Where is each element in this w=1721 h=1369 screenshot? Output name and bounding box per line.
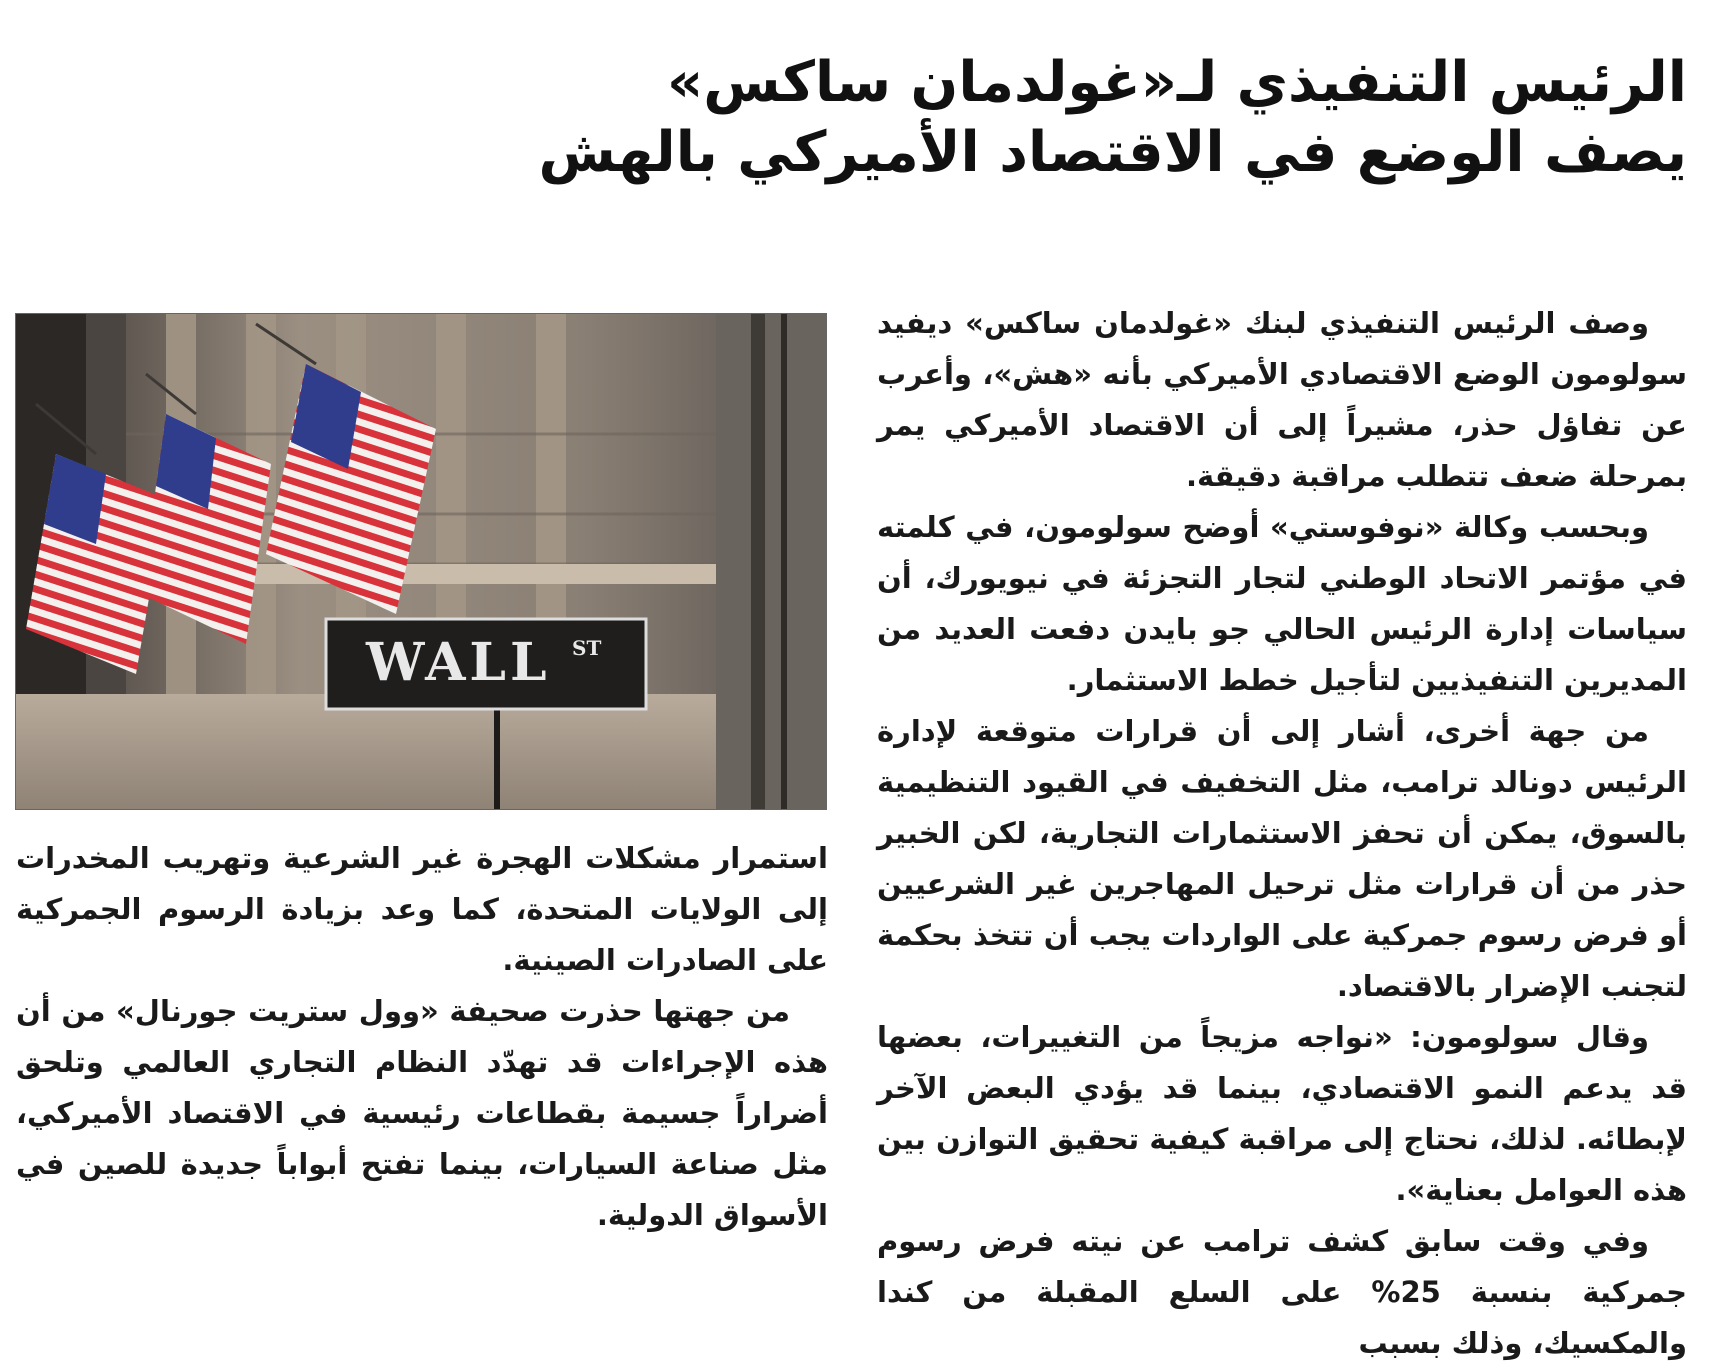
wall-street-scene — [16, 314, 826, 809]
paragraph: استمرار مشكلات الهجرة غير الشرعية وتهريب المخدرات إلى الولايات المتحدة، كما وعد بزيادة الرسوم الجمركية على الصادرات الصينية. — [16, 841, 828, 977]
wall-street-photo — [15, 313, 827, 810]
article-left-column — [16, 833, 828, 1232]
paragraph: من جهة أخرى، أشار إلى أن قرارات متوقعة لإدارة الرئيس دونالد ترامب، مثل التخفيف في القيود التنظيمية بالسوق، يمكن أن تحفز الاستثمارات التجارية، لكن الخبير حذر من أن قرارات مثل ترحيل المهاجرين غير الشرعيين أو فرض رسوم جمركية على الواردات يجب أن تتخذ بحكمة لتجنب الإضرار بالاقتصاد. — [877, 714, 1687, 1003]
sign-superscript: ST — [572, 636, 602, 660]
paragraph: وفي وقت سابق كشف ترامب عن نيته فرض رسوم جمركية بنسبة 25% على السلع المقبلة من كندا والمكسيك، وذلك بسبب — [877, 1224, 1687, 1360]
headline — [387, 48, 1687, 188]
paragraph: وبحسب وكالة «نوفوستي» أوضح سولومون، في كلمته في مؤتمر الاتحاد الوطني لتجار التجزئة في نيويورك، أن سياسات إدارة الرئيس الحالي جو بايدن دفعت العديد من المديرين التنفيذيين لتأجيل خطط الاستثمار. — [877, 510, 1687, 697]
paragraph: وصف الرئيس التنفيذي لبنك «غولدمان ساكس» ديفيد سولومون الوضع الاقتصادي الأميركي بأنه «هش»، وأعرب عن تفاؤل حذر، مشيراً إلى أن الاقتصاد الأميركي يمر بمرحلة ضعف تتطلب مراقبة دقيقة. — [877, 306, 1687, 493]
headline-line-2: يصف الوضع في الاقتصاد الأميركي بالهش — [538, 120, 1687, 185]
paragraph: وقال سولومون: «نواجه مزيجاً من التغييرات، بعضها قد يدعم النمو الاقتصادي، بينما قد يؤدي البعض الآخر لإبطائه. لذلك، نحتاج إلى مراقبة كيفية تحقيق التوازن بين هذه العوامل بعناية». — [877, 1020, 1687, 1207]
article-right-column — [877, 298, 1687, 1360]
sign-text: WALL — [366, 632, 551, 693]
paragraph: من جهتها حذرت صحيفة «وول ستريت جورنال» من أن هذه الإجراءات قد تهدّد النظام التجاري العالمي وتلحق أضراراً جسيمة بقطاعات رئيسية في الاقتصاد الأميركي، مثل صناعة السيارات، بينما تفتح أبواباً جديدة للصين في الأسواق الدولية. — [16, 994, 828, 1232]
headline-line-1: الرئيس التنفيذي لـ«غولدمان ساكس» — [667, 50, 1687, 115]
